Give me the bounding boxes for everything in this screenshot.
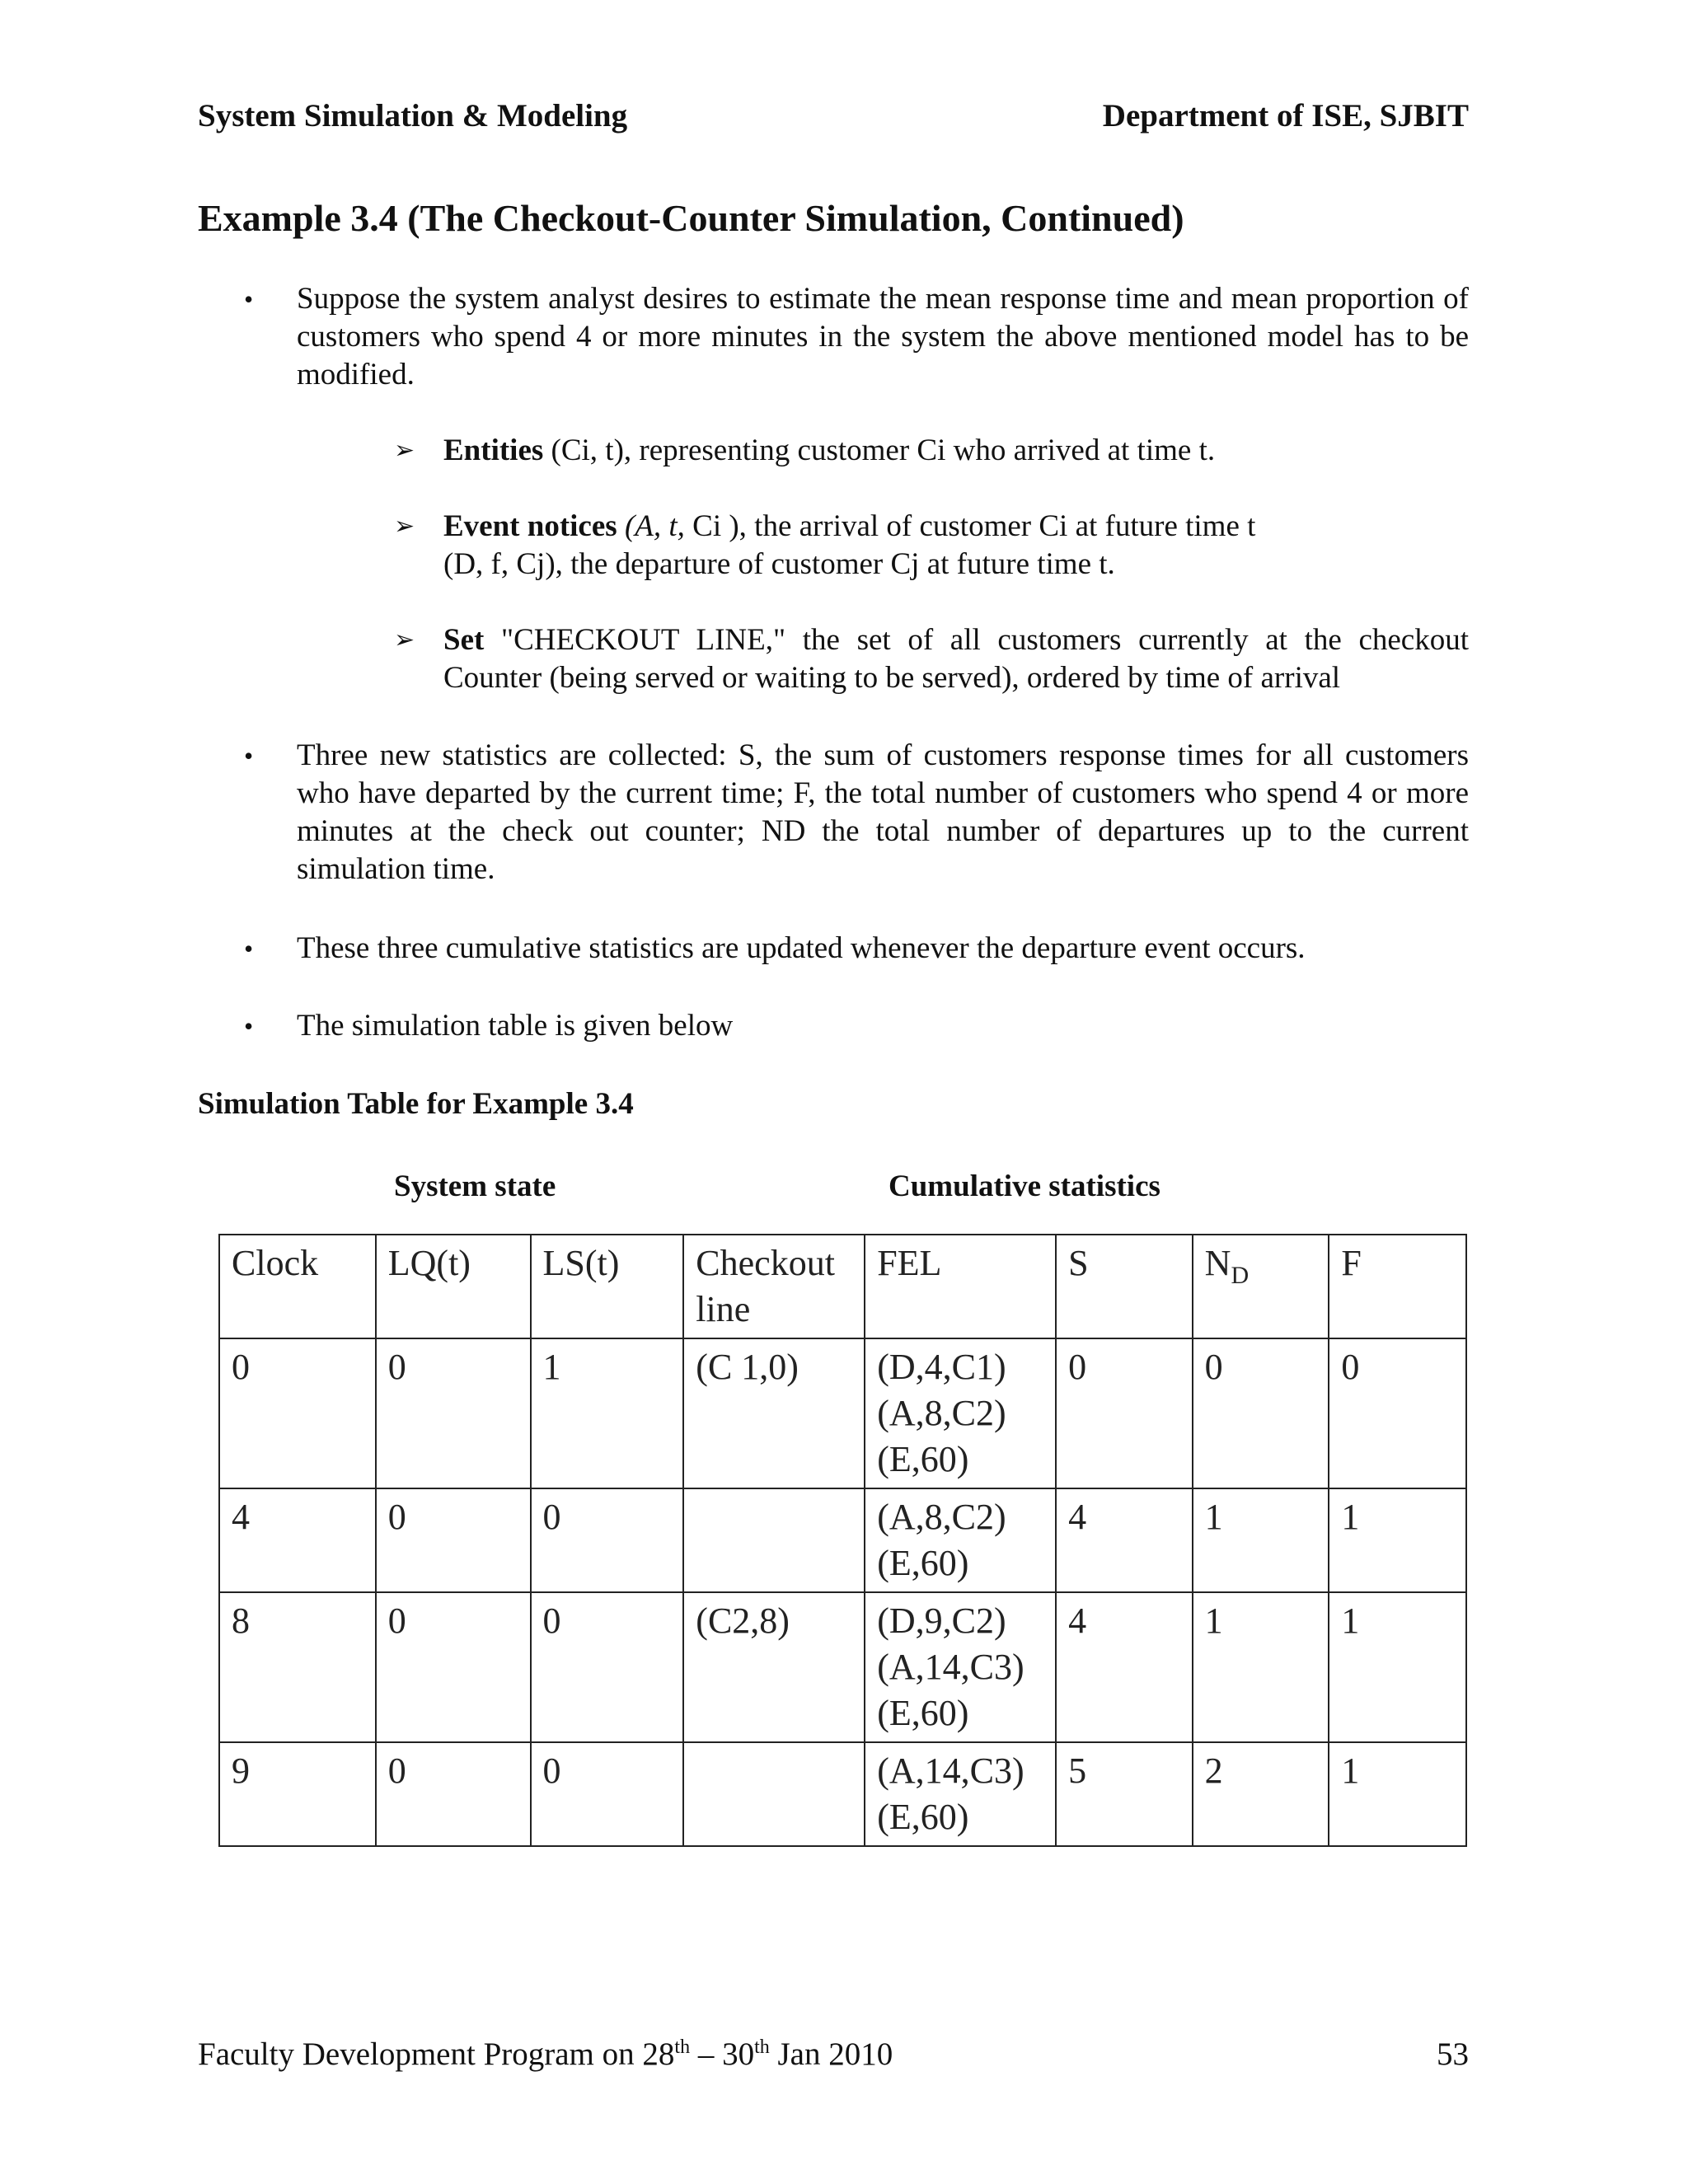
footer-sup-1: th bbox=[674, 2036, 691, 2058]
cell-f: 1 bbox=[1329, 1742, 1466, 1846]
bullet-text-2: Three new statistics are collected: S, the sum of customers response times for all customers who have departed by the current time; F, the total number of customers who spend 4 or more minutes at the check out counter; ND the total number of departures up to the current simulation time. bbox=[297, 738, 1469, 886]
page-footer bbox=[198, 2036, 1469, 2073]
cell-s: 5 bbox=[1056, 1742, 1193, 1846]
footer-sup-2: th bbox=[754, 2036, 770, 2058]
fel-entry: (A,14,C3) bbox=[877, 1750, 1025, 1791]
arrow-bullet-icon: ➢ bbox=[394, 626, 415, 654]
set-text: "CHECKOUT LINE," the set of all customers currently at the checkout Counter (being served or waiting to be served), ordered by time of arrival bbox=[443, 623, 1469, 695]
header-left: System Simulation & Modeling bbox=[198, 98, 628, 134]
simulation-table bbox=[218, 1234, 1467, 1847]
sub-text-set bbox=[443, 621, 1469, 697]
fel-entry: (D,4,C1) bbox=[877, 1347, 1006, 1387]
cell-nd: 0 bbox=[1193, 1338, 1329, 1488]
header-fel: FEL bbox=[865, 1235, 1056, 1338]
cell-clock: 9 bbox=[219, 1742, 376, 1846]
cell-clock: 4 bbox=[219, 1488, 376, 1592]
cell-f: 1 bbox=[1329, 1592, 1466, 1742]
header-lq: LQ(t) bbox=[376, 1235, 531, 1338]
arrow-bullet-icon: ➢ bbox=[394, 513, 415, 540]
footer-dash: – 30 bbox=[690, 2036, 755, 2072]
cell-fel bbox=[865, 1592, 1056, 1742]
page-number: 53 bbox=[1437, 2036, 1469, 2072]
set-label: Set bbox=[443, 623, 485, 657]
cell-lq: 0 bbox=[376, 1338, 531, 1488]
header-ls: LS(t) bbox=[531, 1235, 684, 1338]
cell-ls: 1 bbox=[531, 1338, 684, 1488]
cell-checkout bbox=[683, 1742, 865, 1846]
bullet-item-2 bbox=[244, 737, 1469, 893]
sub-item-set bbox=[394, 621, 1469, 701]
bullet-icon: • bbox=[244, 1011, 254, 1041]
cell-clock: 8 bbox=[219, 1592, 376, 1742]
cell-ls: 0 bbox=[531, 1742, 684, 1846]
cell-nd: 1 bbox=[1193, 1488, 1329, 1592]
cell-s: 0 bbox=[1056, 1338, 1193, 1488]
arrow-bullet-icon: ➢ bbox=[394, 437, 415, 464]
group-label-system-state: System state bbox=[394, 1169, 556, 1203]
entities-label: Entities bbox=[443, 434, 544, 467]
header-clock: Clock bbox=[219, 1235, 376, 1338]
table-row bbox=[219, 1338, 1466, 1488]
event-notices-text-2: (D, f, Cj), the departure of customer Cj at future time t. bbox=[443, 547, 1115, 581]
sub-text-event-notices bbox=[443, 508, 1469, 583]
bullet-text-4: The simulation table is given below bbox=[297, 1009, 734, 1043]
page-header bbox=[198, 97, 1469, 134]
cell-s: 4 bbox=[1056, 1488, 1193, 1592]
fel-entry: (E,60) bbox=[877, 1439, 969, 1479]
header-checkout-line: Checkout line bbox=[683, 1235, 865, 1338]
bullet-item-1 bbox=[244, 280, 1469, 396]
fel-entry: (E,60) bbox=[877, 1797, 969, 1837]
header-nd bbox=[1193, 1235, 1329, 1338]
cell-nd: 2 bbox=[1193, 1742, 1329, 1846]
header-f: F bbox=[1329, 1235, 1466, 1338]
cell-checkout bbox=[683, 1488, 865, 1592]
sub-item-event-notices bbox=[394, 508, 1469, 587]
table-row bbox=[219, 1488, 1466, 1592]
footer-prefix: Faculty Development Program on 28 bbox=[198, 2036, 675, 2072]
bullet-text-3: These three cumulative statistics are updated whenever the departure event occurs. bbox=[297, 931, 1306, 965]
bullet-icon: • bbox=[244, 741, 254, 771]
table-caption: Simulation Table for Example 3.4 bbox=[198, 1087, 634, 1121]
fel-entry: (A,14,C3) bbox=[877, 1647, 1025, 1687]
fel-entry: (E,60) bbox=[877, 1543, 969, 1583]
footer-suffix: Jan 2010 bbox=[769, 2036, 893, 2072]
fel-entry: (A,8,C2) bbox=[877, 1497, 1006, 1537]
header-nd-main: N bbox=[1204, 1243, 1231, 1283]
cell-s: 4 bbox=[1056, 1592, 1193, 1742]
cell-checkout: (C 1,0) bbox=[683, 1338, 865, 1488]
event-notices-text-1: Ci ), the arrival of customer Ci at future time t bbox=[684, 509, 1256, 543]
group-label-cumulative: Cumulative statistics bbox=[889, 1169, 1160, 1203]
fel-entry: (D,9,C2) bbox=[877, 1601, 1006, 1641]
cell-nd: 1 bbox=[1193, 1592, 1329, 1742]
bullet-item-4 bbox=[244, 1007, 1469, 1048]
cell-fel bbox=[865, 1338, 1056, 1488]
header-nd-sub: D bbox=[1231, 1261, 1250, 1289]
cell-fel bbox=[865, 1488, 1056, 1592]
cell-clock: 0 bbox=[219, 1338, 376, 1488]
event-notices-label: Event notices bbox=[443, 509, 617, 543]
header-s: S bbox=[1056, 1235, 1193, 1338]
sub-item-entities bbox=[394, 432, 1469, 473]
fel-entry: (E,60) bbox=[877, 1693, 969, 1733]
cell-f: 0 bbox=[1329, 1338, 1466, 1488]
footer-program bbox=[198, 2036, 893, 2073]
event-notices-italic: (A, t, bbox=[617, 509, 685, 543]
table-header-row bbox=[219, 1235, 1466, 1338]
sub-text-entities bbox=[443, 432, 1469, 470]
cell-fel bbox=[865, 1742, 1056, 1846]
cell-checkout: (C2,8) bbox=[683, 1592, 865, 1742]
cell-lq: 0 bbox=[376, 1742, 531, 1846]
fel-entry: (A,8,C2) bbox=[877, 1393, 1006, 1433]
table-row bbox=[219, 1742, 1466, 1846]
example-title: Example 3.4 (The Checkout-Counter Simulation, Continued) bbox=[198, 197, 1184, 239]
header-right: Department of ISE, SJBIT bbox=[1102, 98, 1469, 134]
bullet-item-3 bbox=[244, 930, 1469, 971]
entities-text: (Ci, t), representing customer Ci who arrived at time t. bbox=[543, 434, 1216, 467]
cell-lq: 0 bbox=[376, 1592, 531, 1742]
bullet-text-1: Suppose the system analyst desires to estimate the mean response time and mean proportion of customers who spend 4 or more minutes in the system the above mentioned model has to be modified. bbox=[297, 282, 1469, 391]
bullet-icon: • bbox=[244, 284, 254, 314]
cell-ls: 0 bbox=[531, 1592, 684, 1742]
table-row bbox=[219, 1592, 1466, 1742]
cell-f: 1 bbox=[1329, 1488, 1466, 1592]
cell-ls: 0 bbox=[531, 1488, 684, 1592]
bullet-icon: • bbox=[244, 934, 254, 963]
cell-lq: 0 bbox=[376, 1488, 531, 1592]
